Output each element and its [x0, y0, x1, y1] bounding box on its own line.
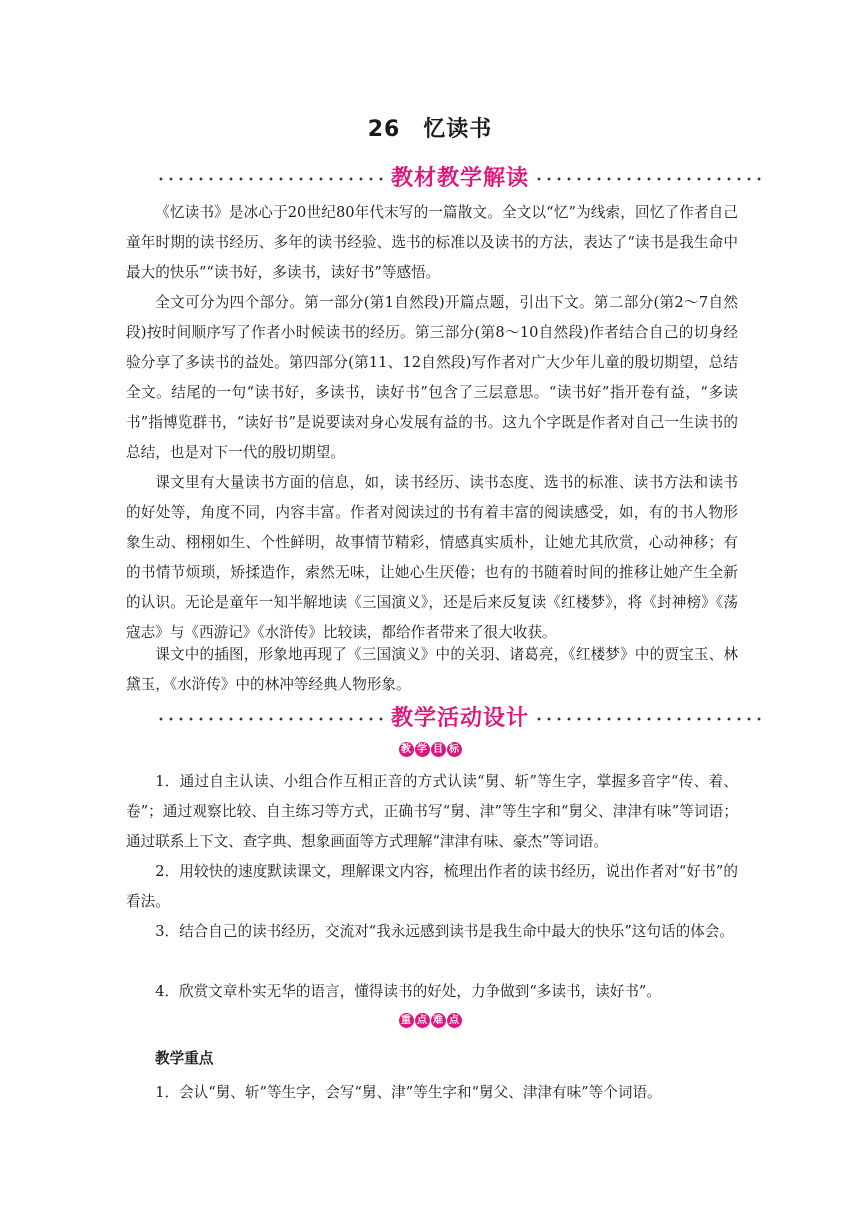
goal-item-2: 2．用较快的速度默读课文，理解课文内容，梳理出作者的读书经历，说出作者对“好书”的看法。 — [126, 863, 738, 910]
goal-item-1: 1．通过自主认读、小组合作互相正音的方式认读“舅、斩”等生字，掌握多音字“传、着、卷”；通过观察比较、自主练习等方式，正确书写“舅、津”等生字和“舅父、津津有味”等词语；通过联系上下文、查字典、想象画面等方式理解“津津有味、豪杰”等词语。 — [126, 773, 738, 850]
goal-item-4: 4．欣赏文章朴实无华的语言，懂得读书的好处，力争做到“多读书，读好书”。 — [155, 983, 661, 1000]
badge-char: 点 — [447, 1013, 462, 1028]
paragraph-reading-info: 课文里有大量读书方面的信息，如，读书经历、读书态度、选书的标准、读书方法和读书的好处等，角度不同，内容丰富。作者对阅读过的书有着丰富的阅读感受，如，有的书人物形象生动、栩栩如生、个性鲜明，故事情节精彩，情感真实质朴，让她尤其欣赏，心动神移；有的书情节烦琐，矫揉造作，索然无味，让她心生厌倦；也有的书随着时间的推移让她产生全新的认识。无论是童年一知半解地读《三国演义》，还是后来反复读《红楼梦》，将《封神榜》《荡寇志》与《西游记》《水浒传》比较读，都给作者带来了很大收获。 — [126, 474, 738, 641]
dotted-rule-left — [155, 717, 387, 721]
section-banner-label: 教材教学解读 — [391, 166, 530, 191]
page-title: 26 忆读书 — [367, 117, 493, 142]
section-banner-label: 教学活动设计 — [391, 706, 530, 731]
badge-char: 重 — [399, 1013, 414, 1028]
teaching-goals-badge — [0, 742, 860, 757]
dotted-rule-right — [533, 177, 765, 181]
badge-char: 点 — [415, 1013, 430, 1028]
key-difficult-points-badge — [0, 1013, 860, 1028]
section-banner-teaching-activities — [155, 705, 765, 733]
teaching-key-points-heading: 教学重点 — [155, 1050, 214, 1067]
dotted-rule-right — [533, 717, 765, 721]
section-banner-textbook-interpretation — [155, 165, 765, 193]
paragraph-structure: 全文可分为四个部分。第一部分(第1自然段)开篇点题，引出下文。第二部分(第2～7自然段)按时间顺序写了作者小时候读书的经历。第三部分(第8～10自然段)作者结合自己的切身经验分享了多读书的益处。第四部分(第11、12自然段)写作者对广大少年儿童的殷切期望，总结全文。结尾的一句“读书好，多读书，读好书”包含了三层意思。“读书好”指开卷有益，“多读书”指博览群书，“读好书”是说要读对身心发展有益的书。这九个字既是作者对自己一生读书的总结，也是对下一代的殷切期望。 — [126, 294, 738, 461]
dotted-rule-left — [155, 177, 387, 181]
badge-char: 教 — [399, 742, 414, 757]
badge-char: 目 — [431, 742, 446, 757]
paragraph-illustrations: 课文中的插图，形象地再现了《三国演义》中的关羽、诸葛亮，《红楼梦》中的贾宝玉、林黛玉，《水浒传》中的林冲等经典人物形象。 — [126, 646, 738, 693]
paragraph-intro: 《忆读书》是冰心于20世纪80年代末写的一篇散文。全文以“忆”为线索，回忆了作者自己童年时期的读书经历、多年的读书经验、选书的标准以及读书的方法，表达了“读书是我生命中最大的快乐”“读书好，多读书，读好书”等感悟。 — [126, 204, 738, 281]
badge-char: 标 — [447, 742, 462, 757]
key-point-item-1: 1．会认“舅、斩”等生字，会写“舅、津”等生字和“舅父、津津有味”等个词语。 — [155, 1084, 662, 1101]
badge-char: 难 — [431, 1013, 446, 1028]
goal-item-3: 3．结合自己的读书经历，交流对“我永远感到读书是我生命中最大的快乐”这句话的体会。 — [155, 923, 734, 940]
badge-char: 学 — [415, 742, 430, 757]
